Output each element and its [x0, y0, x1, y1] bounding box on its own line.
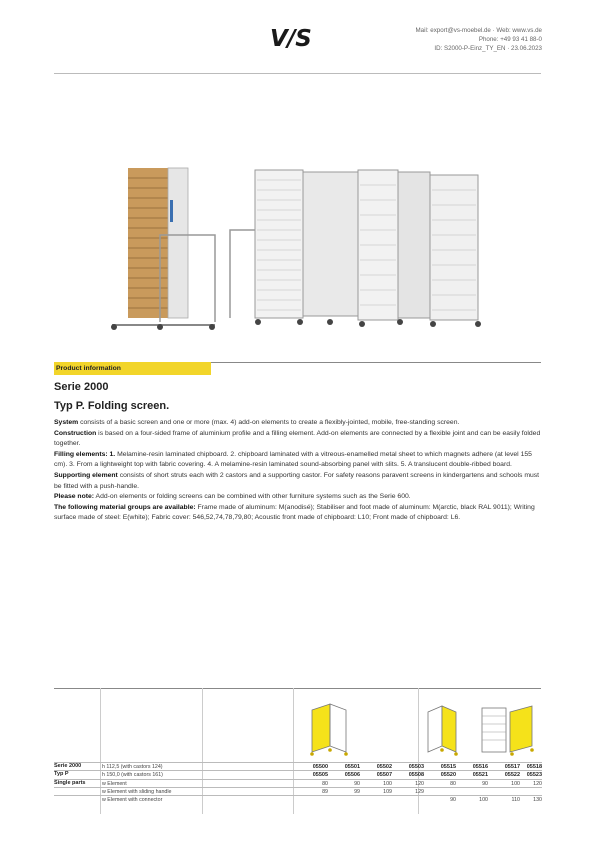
document-id: ID: S2000-P-Einz_TY_EN · 23.06.2023 — [434, 45, 542, 52]
desc-filling: Filling elements: 1. Melamine-resin laminated chipboard. 2. chipboard laminated with a vitreous-enamelled metal sheet to which magnets adhere (at level 155 cm). 3. From a lightweight top with fabric covering. 4. A melamine-resin laminated sound-absorbing panel with slits. 5. A translucent double-ribbed board. — [54, 450, 532, 469]
table-row: h 112,5 (with castors 124) 05500 05501 05502 05503 05515 05516 05517 05518 — [54, 762, 542, 771]
side-label-parts: Single parts — [54, 779, 86, 786]
vs-logo: V/S — [270, 26, 312, 52]
side-label-type: Typ P — [54, 771, 69, 778]
product-photo — [100, 150, 500, 340]
screen-variants-figure — [422, 700, 542, 756]
desc-note: Please note: Add-on elements or folding screens can be combined with other furniture systems such as the Serie 600. — [54, 493, 411, 501]
series-title: Serie 2000 — [54, 381, 109, 393]
desc-materials: The following material groups are available: Frame made of aluminum: M(anodisé); Stabiliser and foot made of aluminum: M(arctic, black RAL 9011); Writing surface made of steel: E(white); Fabric cover: 546,52,74,78,79,80; Acoustic front made of chipboard: L10; Front made of chipboard: L6. — [54, 503, 535, 522]
product-title: Typ P. Folding screen. — [54, 400, 170, 412]
section-label: Product information — [54, 362, 211, 375]
desc-system: System consists of a basic screen and one or more (max. 4) add-on elements to create a flexibly-jointed, mobile, free-standing screen. — [54, 419, 460, 426]
table-row: w Element with connector 90 100 110 130 — [54, 795, 542, 804]
contact-info — [415, 26, 542, 53]
table-row: w Element 80 90 100 120 80 90 100 120 — [54, 779, 542, 788]
table-row: h 150,0 (with castors 161) 05505 05506 05507 05508 05520 05521 05522 05523 — [54, 770, 542, 779]
single-screen-figure — [300, 700, 360, 756]
desc-support: Supporting element consists of short struts each with 2 castors and a supporting castor. For safety reasons paravent screens in kindergartens and schools must be fitted with a push-handle. — [54, 471, 540, 490]
desc-construction: Construction is based on a four-sided frame of aluminium profile and a filling element. Add-on elements are connected by a flexible joint and can be easily folded together. — [54, 429, 541, 448]
table-row: w Element with sliding handle 89 99 109 129 — [54, 787, 542, 796]
side-label-series: Serie 2000 — [54, 763, 82, 769]
contact-phone: Phone: +49 93 41 88-0 — [478, 36, 542, 43]
contact-mail-web: Mail: export@vs-moebel.de · Web: www.vs.de — [415, 27, 542, 34]
table-divider — [54, 688, 541, 689]
header-divider — [54, 73, 541, 74]
product-description — [54, 418, 542, 524]
